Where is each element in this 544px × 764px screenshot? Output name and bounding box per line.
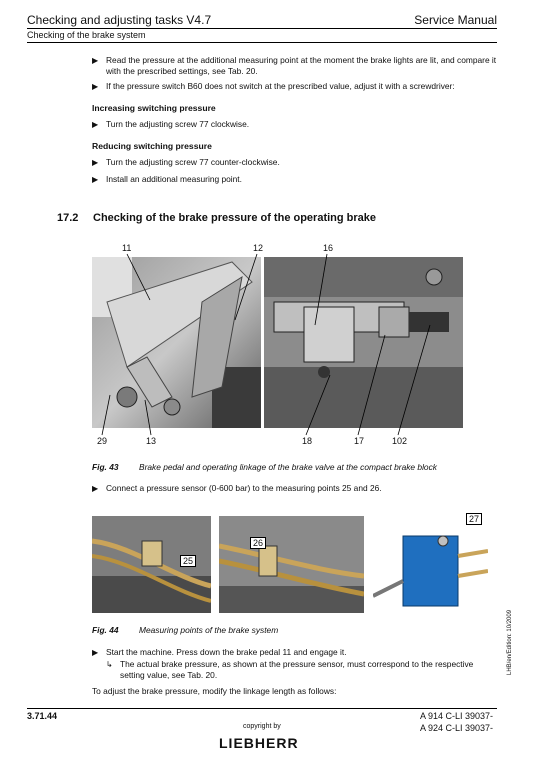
callout-25: 25 (180, 555, 196, 567)
section-number: 17.2 (57, 212, 79, 224)
result-text: The actual brake pressure, as shown at the pressure sensor, must correspond to the respective setting value, see Tab. 20. (120, 659, 474, 680)
bullet-text: If the pressure switch B60 does not switch at the prescribed value, adjust it with a screwdriver: (106, 81, 455, 91)
bullet-arrow-icon: ▶ (92, 56, 99, 65)
fig43-label: Fig. 43 (92, 462, 119, 472)
header-subtitle: Checking of the brake system (27, 30, 146, 40)
liebherr-logo: LIEBHERR (219, 735, 299, 751)
header-right-title: Service Manual (414, 13, 497, 27)
section-title: Checking of the brake pressure of the operating brake (93, 212, 377, 224)
callout-16: 16 (323, 243, 334, 253)
adjust-text: To adjust the brake pressure, modify the linkage length as follows: (92, 686, 337, 696)
bullet-text: Read the pressure at the additional measuring point at the moment the brake lights are lit, and compare it with the prescribed settings, see Tab. 20. (106, 55, 497, 76)
bullet-connect-sensor (92, 483, 502, 494)
callout-27: 27 (466, 513, 482, 525)
bullet-arrow-icon: ▶ (92, 648, 99, 657)
callout-18: 18 (302, 436, 313, 446)
result-note (106, 659, 486, 681)
doc-number-1: A 914 C-LI 39037- (420, 711, 494, 721)
callout-12: 12 (253, 243, 264, 253)
photo-measuring-point-27 (373, 516, 488, 613)
bullet-text: Start the machine. Press down the brake pedal 11 and engage it. (106, 647, 347, 657)
bullet-text: Connect a pressure sensor (0-600 bar) to the measuring points 25 and 26. (106, 483, 382, 493)
header-left-title: Checking and adjusting tasks V4.7 (27, 13, 212, 27)
bullet-text: Turn the adjusting screw 77 clockwise. (106, 119, 250, 129)
bullet-arrow-icon: ▶ (92, 484, 99, 493)
doc-number-2: A 924 C-LI 39037- (420, 723, 494, 733)
callout-29: 29 (97, 436, 108, 446)
callout-17: 17 (354, 436, 365, 446)
page-number: 3.71.44 (27, 711, 58, 721)
bullet-arrow-icon: ▶ (92, 82, 99, 91)
bullet-arrow-icon: ▶ (92, 120, 99, 129)
bullet-text: Turn the adjusting screw 77 counter-clockwise. (106, 157, 280, 167)
heading-increasing: Increasing switching pressure (92, 103, 216, 113)
callout-13: 13 (146, 436, 157, 446)
bullet-text: Install an additional measuring point. (106, 174, 242, 184)
footer-rule (27, 708, 497, 709)
photo-measuring-point-26 (219, 516, 364, 613)
fig44-label: Fig. 44 (92, 625, 119, 635)
edition-side-note: LHB/en/Edition: 10/2009 (507, 609, 513, 675)
bullet-arrow-icon: ▶ (92, 158, 99, 167)
bullet-start-machine (92, 647, 502, 658)
result-arrow-icon: ↳ (106, 660, 113, 669)
heading-reducing: Reducing switching pressure (92, 141, 212, 151)
bullet-arrow-icon: ▶ (92, 175, 99, 184)
callout-11: 11 (122, 243, 132, 253)
callout-102: 102 (392, 436, 408, 446)
fig44-caption: Measuring points of the brake system (139, 625, 279, 635)
copyright-text: copyright by (243, 723, 281, 730)
callout-26: 26 (250, 537, 266, 549)
fig43-caption: Brake pedal and operating linkage of the brake valve at the compact brake block (139, 462, 437, 472)
